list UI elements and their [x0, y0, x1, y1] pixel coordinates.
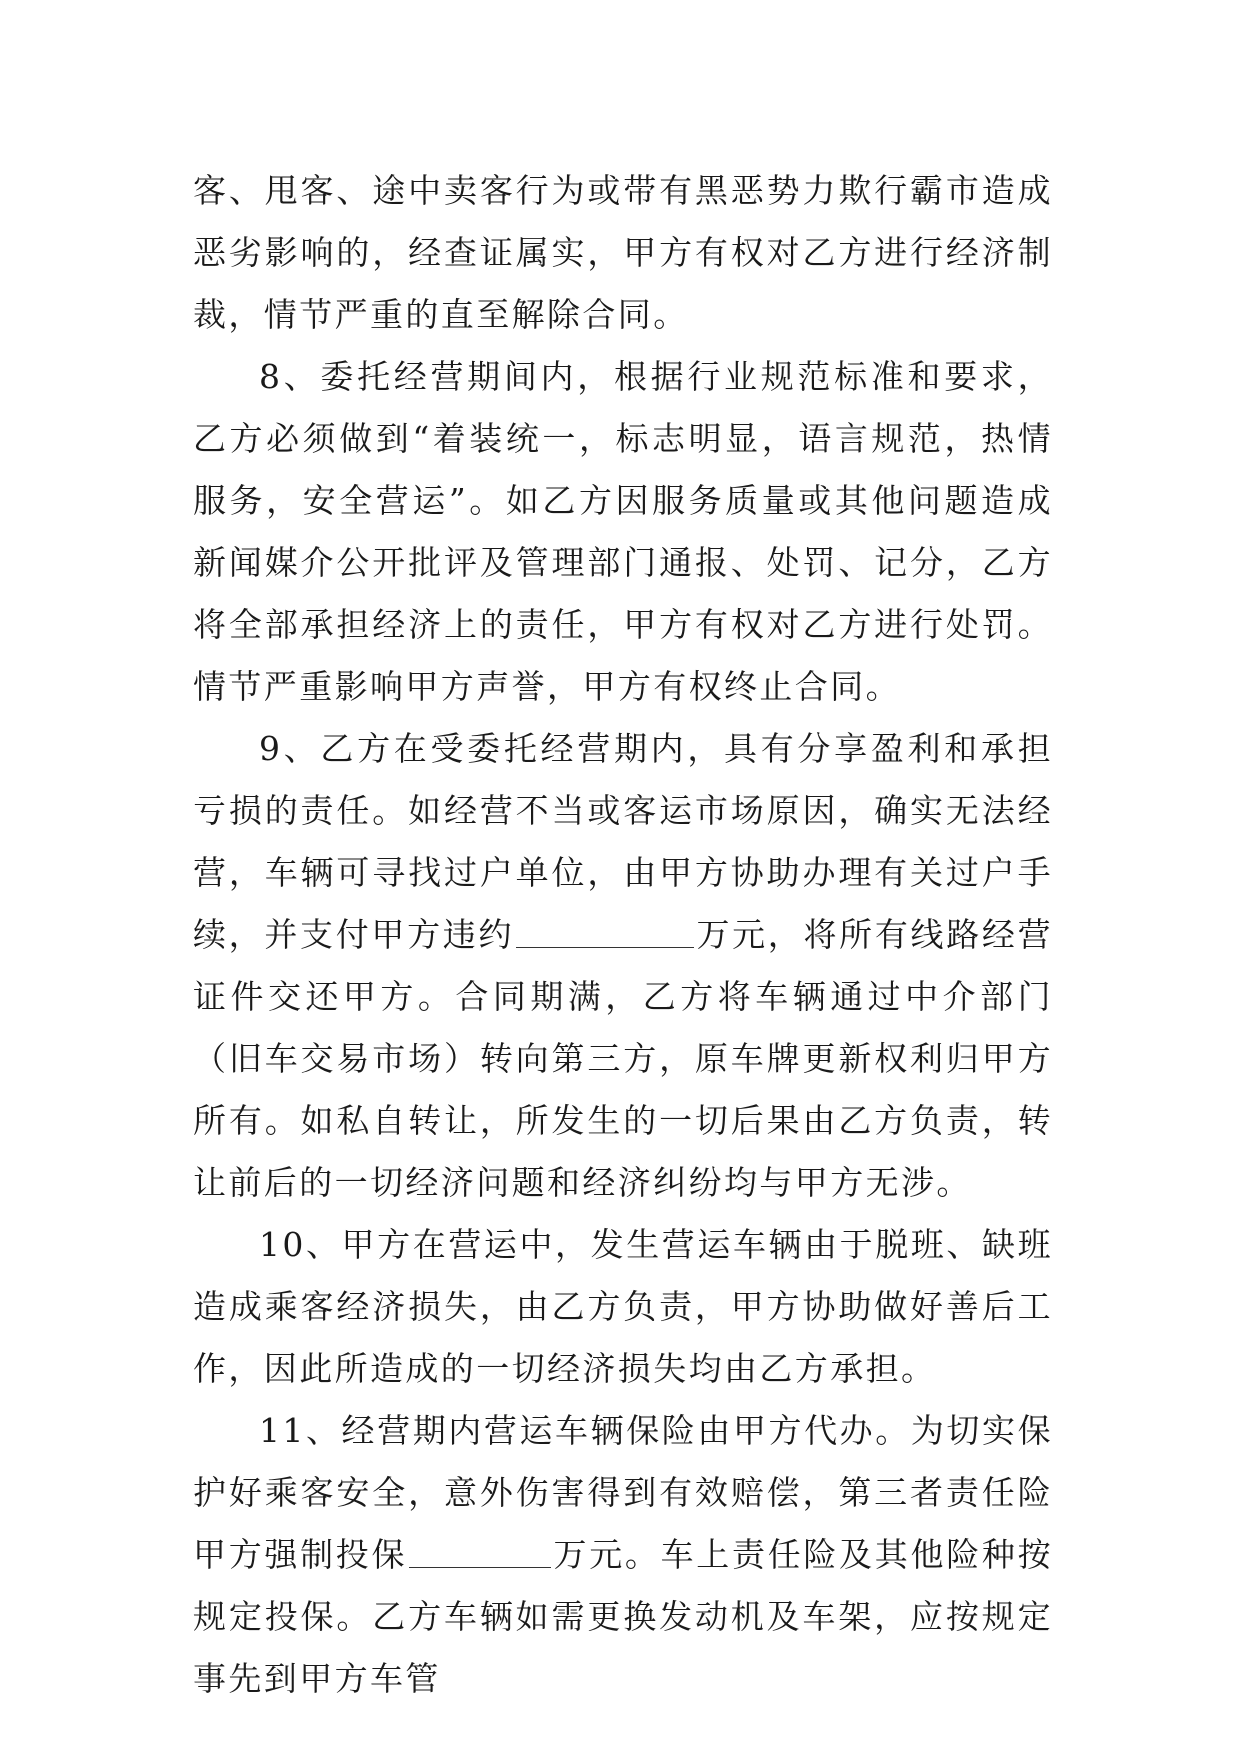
- clause-9-text-before-blank: 9、乙方在受委托经营期内，具有分享盈利和承担亏损的责任。如经营不当或客运市场原因，确实无法经营，车辆可寻找过户单位，由甲方协助办理有关过户手续，并支付甲方违约: [193, 729, 1053, 954]
- penalty-amount-blank: [516, 917, 694, 948]
- paragraph-clause-8: 8、委托经营期间内，根据行业规范标准和要求，乙方必须做到“着装统一，标志明显，语言规范，热情服务，安全营运”。如乙方因服务质量或其他问题造成新闻媒介公开批评及管理部门通报、处罚、记分，乙方将全部承担经济上的责任，甲方有权对乙方进行处罚。情节严重影响甲方声誉，甲方有权终止合同。: [193, 357, 1053, 706]
- paragraph-continuation: 客、甩客、途中卖客行为或带有黑恶势力欺行霸市造成恶劣影响的，经查证属实，甲方有权对乙方进行经济制裁，情节严重的直至解除合同。: [193, 171, 1053, 334]
- clause-11-text-before-blank: 11、经营期内营运车辆保险由甲方代办。为切实保护好乘客安全，意外伤害得到有效赔偿，第三者责任险甲方强制投保: [193, 1411, 1053, 1574]
- insurance-amount-blank: [409, 1537, 551, 1568]
- document-body: [193, 160, 1053, 1710]
- paragraph-clause-9: [193, 718, 1053, 1214]
- paragraph-clause-10: 10、甲方在营运中，发生营运车辆由于脱班、缺班造成乘客经济损失，由乙方负责，甲方协助做好善后工作，因此所造成的一切经济损失均由乙方承担。: [193, 1225, 1053, 1388]
- paragraph-clause-11: [193, 1400, 1053, 1710]
- clause-9-text-after-blank: 万元，将所有线路经营证件交还甲方。合同期满，乙方将车辆通过中介部门（旧车交易市场）转向第三方，原车牌更新权利归甲方所有。如私自转让，所发生的一切后果由乙方负责，转让前后的一切经济问题和经济纠纷均与甲方无涉。: [193, 915, 1053, 1202]
- clause-11-text-after-blank: 万元。车上责任险及其他险种按规定投保。乙方车辆如需更换发动机及车架，应按规定事先到甲方车管: [193, 1535, 1053, 1698]
